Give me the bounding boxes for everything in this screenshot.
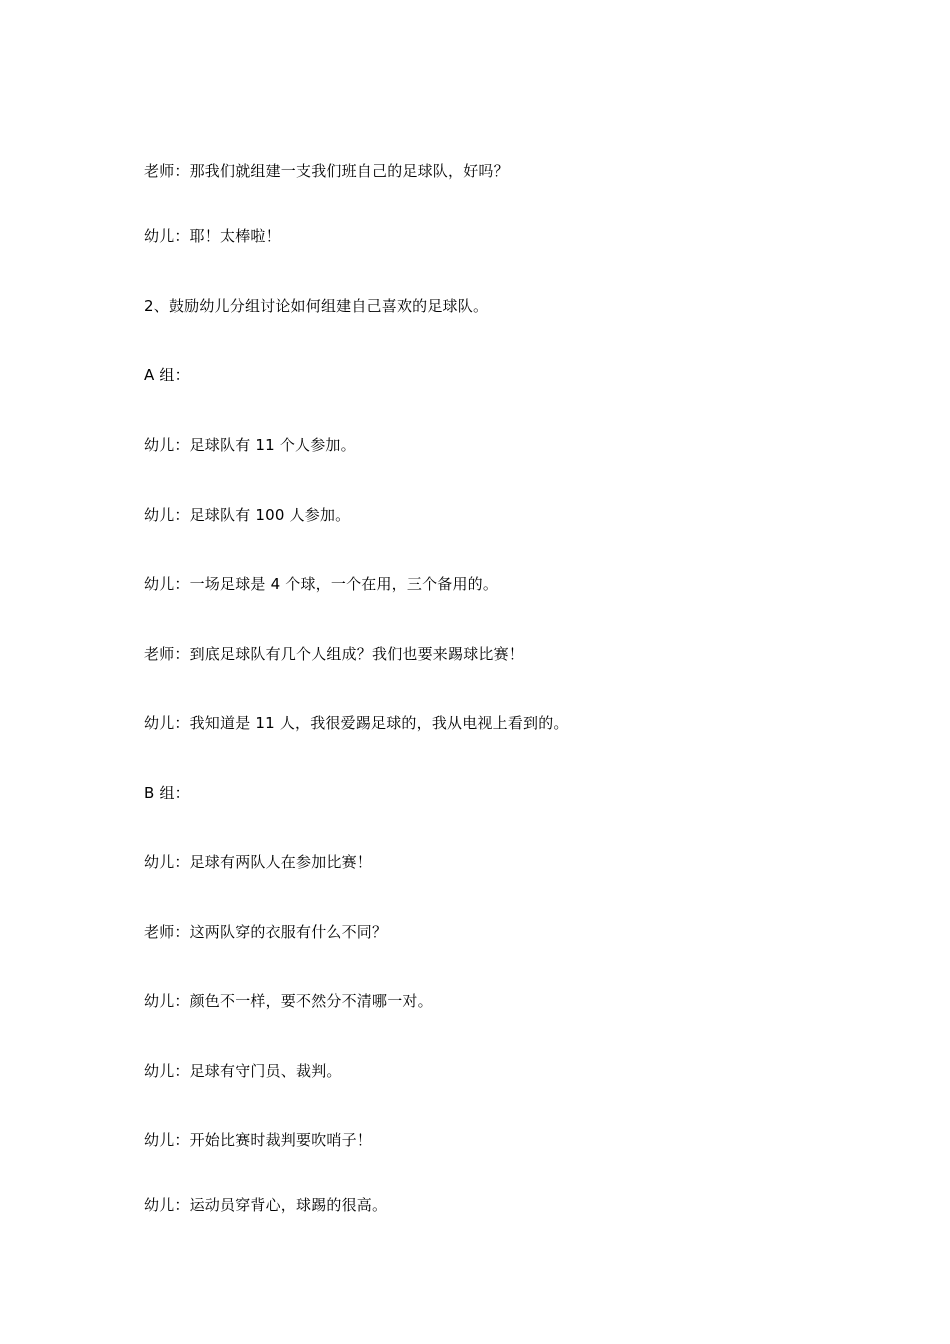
dialogue-line: 幼儿：耶！太棒啦！ <box>144 227 281 245</box>
dialogue-line: 幼儿：我知道是 11 人，我很爱踢足球的，我从电视上看到的。 <box>144 714 569 732</box>
dialogue-line: 老师：到底足球队有几个人组成？我们也要来踢球比赛！ <box>144 645 525 663</box>
dialogue-line: 幼儿：足球队有 100 人参加。 <box>144 506 351 524</box>
dialogue-line: 幼儿：足球有守门员、裁判。 <box>144 1062 342 1080</box>
group-heading: A 组： <box>144 366 190 384</box>
dialogue-line: 幼儿：运动员穿背心，球踢的很高。 <box>144 1196 388 1214</box>
dialogue-line: 老师：这两队穿的衣服有什么不同？ <box>144 923 388 941</box>
group-heading: B 组： <box>144 784 190 802</box>
section-item: 2、鼓励幼儿分组讨论如何组建自己喜欢的足球队。 <box>144 297 489 315</box>
dialogue-line: 幼儿：颜色不一样，要不然分不清哪一对。 <box>144 992 433 1010</box>
dialogue-line: 幼儿：足球有两队人在参加比赛！ <box>144 853 373 871</box>
dialogue-line: 幼儿：足球队有 11 个人参加。 <box>144 436 356 454</box>
dialogue-line: 幼儿：开始比赛时裁判要吹哨子！ <box>144 1131 373 1149</box>
dialogue-line: 老师：那我们就组建一支我们班自己的足球队，好吗？ <box>144 162 509 180</box>
dialogue-line: 幼儿：一场足球是 4 个球，一个在用，三个备用的。 <box>144 575 499 593</box>
